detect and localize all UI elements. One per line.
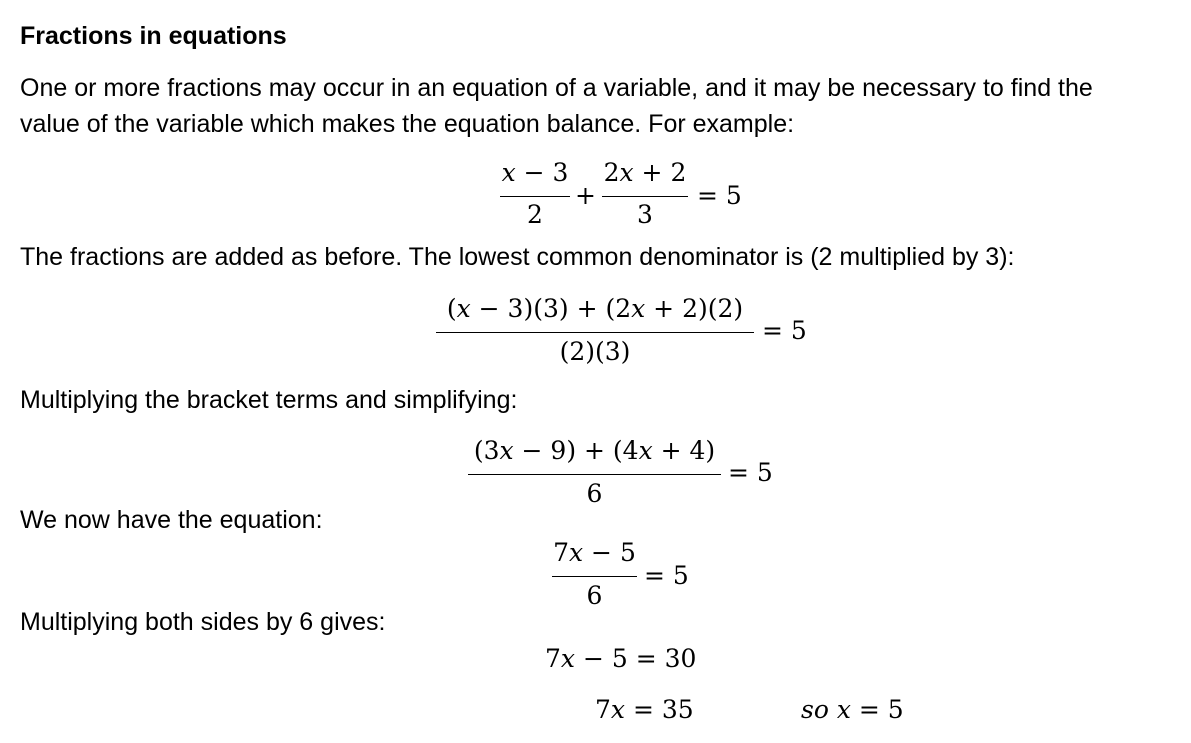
equation-2-denominator: (2)(3) <box>559 337 631 366</box>
multiply-both-sides-paragraph: Multiplying both sides by 6 gives: <box>20 608 386 636</box>
equation-3-rhs: = 5 <box>728 458 773 487</box>
fraction-bar <box>552 576 637 577</box>
equation-6-conclusion: 𝑠𝑜 𝑥 = 5 <box>801 695 904 724</box>
equation-4-fraction <box>552 538 637 614</box>
equation-1-fraction-1-numerator: 𝑥 − 3 <box>501 158 569 187</box>
multiplying-brackets-paragraph: Multiplying the bracket terms and simplifying: <box>20 386 518 414</box>
equation-1-fraction-1-denominator: 2 <box>527 200 543 229</box>
lcd-paragraph: The fractions are added as before. The lowest common denominator is (2 multiplied by 3): <box>20 243 1015 271</box>
equation-3-fraction <box>468 436 721 512</box>
now-have-paragraph: We now have the equation: <box>20 506 323 534</box>
equation-1-fraction-1 <box>500 158 570 232</box>
fraction-bar <box>602 196 688 197</box>
equation-2-numerator: (𝑥 − 3)(3) + (2𝑥 + 2)(2) <box>446 294 744 323</box>
fraction-bar <box>436 332 754 333</box>
equation-1-fraction-2-denominator: 3 <box>637 200 653 229</box>
fraction-bar <box>468 474 721 475</box>
equation-4-rhs: = 5 <box>644 561 689 590</box>
equation-4-denominator: 6 <box>586 581 603 610</box>
equation-1-plus: + <box>575 181 596 210</box>
equation-2-rhs: = 5 <box>762 316 807 345</box>
equation-2-fraction <box>436 294 754 370</box>
page-title: Fractions in equations <box>20 22 287 50</box>
equation-1-fraction-2-numerator: 2𝑥 + 2 <box>603 158 687 187</box>
intro-paragraph-line-2: value of the variable which makes the equation balance. For example: <box>20 110 795 138</box>
equation-6: 7𝑥 = 35 <box>595 695 694 724</box>
equation-1-fraction-2 <box>602 158 688 232</box>
fraction-bar <box>500 196 570 197</box>
intro-paragraph-line-1: One or more fractions may occur in an equation of a variable, and it may be necessary to find the <box>20 74 1093 102</box>
equation-3-numerator: (3𝑥 − 9) + (4𝑥 + 4) <box>473 436 716 465</box>
equation-4-numerator: 7𝑥 − 5 <box>553 538 636 567</box>
equation-1-rhs: = 5 <box>697 181 742 210</box>
equation-3-denominator: 6 <box>586 479 603 508</box>
equation-5: 7𝑥 − 5 = 30 <box>545 644 697 673</box>
